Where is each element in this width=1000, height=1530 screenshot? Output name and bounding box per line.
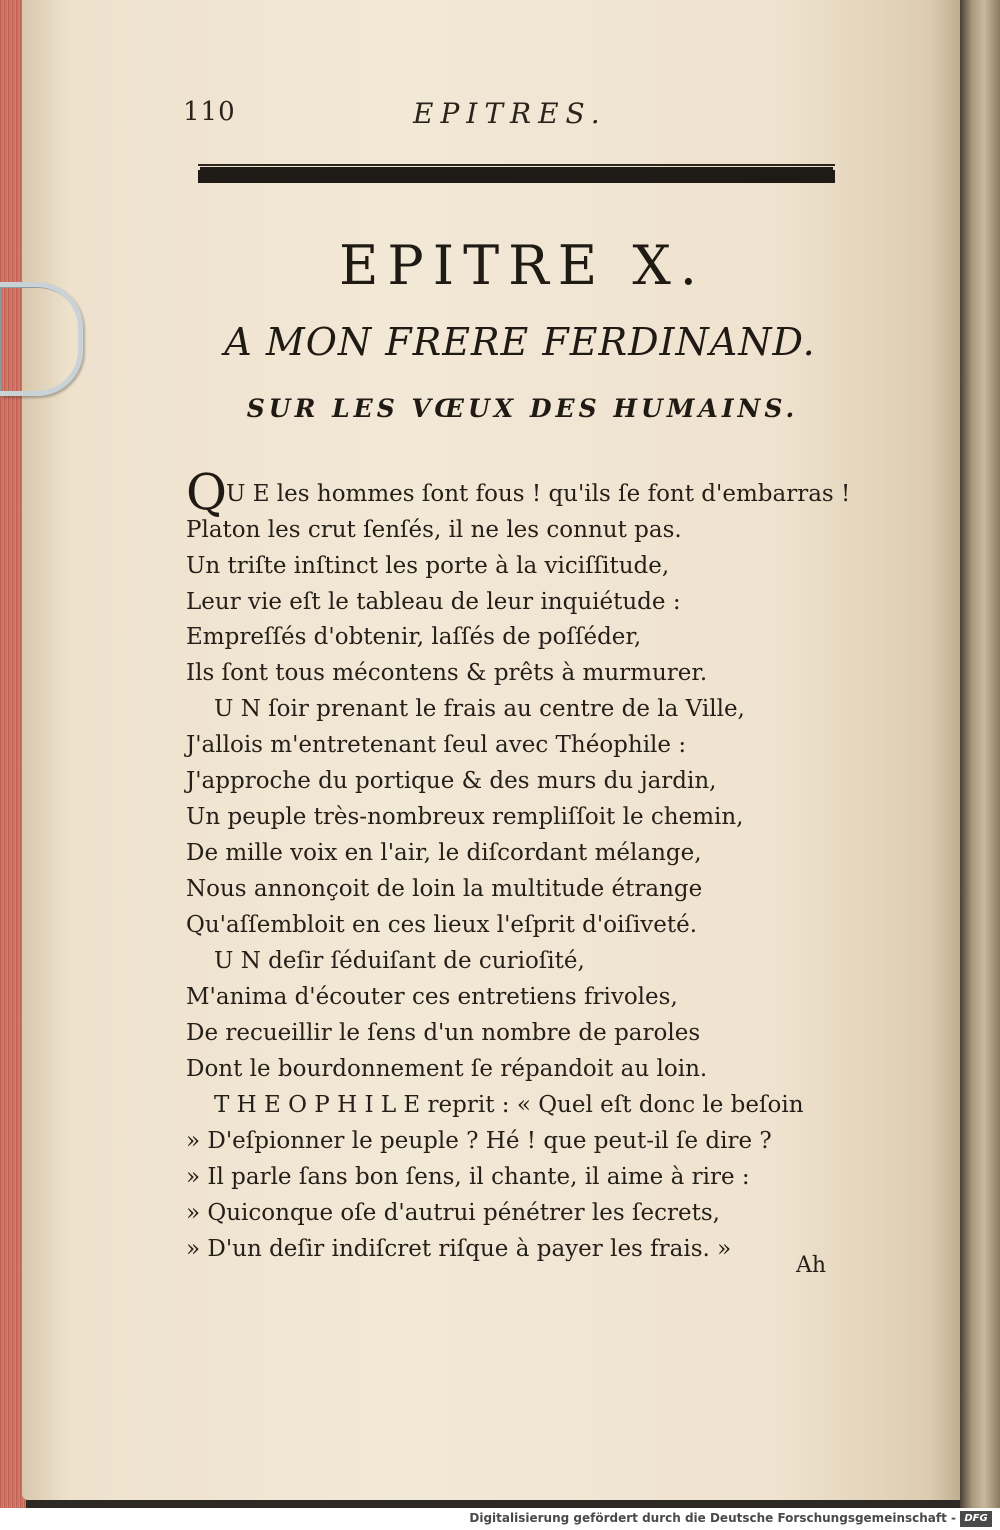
- verse-line: Dont le bourdonnement ſe répandoit au loin.: [186, 1056, 708, 1082]
- catchword: Ah: [796, 1253, 827, 1278]
- verse-line: Empreſſés d'obtenir, laſſés de poſſéder,: [186, 624, 642, 650]
- right-page-edge: [960, 0, 1000, 1508]
- epistle-dedication: A MON FRERE FERDINAND.: [224, 320, 816, 364]
- drop-cap: Q: [186, 463, 227, 521]
- verse-line: Un peuple très-nombreux rempliſſoit le chemin,: [186, 804, 744, 830]
- running-head-title: EPITRES.: [413, 97, 607, 130]
- verse-line: Nous annonçoit de loin la multitude étrange: [186, 876, 703, 902]
- epistle-topic: SUR LES VŒUX DES HUMAINS.: [246, 394, 799, 423]
- verse-line: J'approche du portique & des murs du jardin,: [186, 768, 717, 794]
- verse-line: J'allois m'entretenant ſeul avec Théophile :: [186, 732, 687, 758]
- running-head: [183, 97, 833, 137]
- ornamental-rule-top: [198, 164, 835, 166]
- footer-bar: [0, 1508, 1000, 1530]
- verse-line: U N deſir ſéduiſant de curioſité,: [214, 948, 585, 974]
- verse-line: Ils ſont tous mécontens & prêts à murmurer.: [186, 660, 708, 686]
- verse-line: M'anima d'écouter ces entretiens frivoles,: [186, 984, 678, 1010]
- verse-line: De recueillir le ſens d'un nombre de paroles: [186, 1020, 701, 1046]
- page-number: 110: [183, 97, 236, 127]
- verse-line: Un triſte inſtinct les porte à la viciſſitude,: [186, 553, 670, 579]
- verse-line: » D'un deſir indiſcret riſque à payer les frais. »: [186, 1236, 732, 1262]
- ornamental-rule: [198, 170, 835, 183]
- verse-line: Qu'aſſembloit en ces lieux l'eſprit d'oiſiveté.: [186, 912, 698, 938]
- epistle-title: EPITRE X.: [339, 234, 706, 297]
- verse-line: Platon les crut ſenſés, il ne les connut pas.: [186, 517, 682, 543]
- verse-line: » Il parle ſans bon ſens, il chante, il aime à rire :: [186, 1164, 750, 1190]
- verse-line: Leur vie eſt le tableau de leur inquiétude :: [186, 589, 681, 615]
- verse-line: De mille voix en l'air, le diſcordant mélange,: [186, 840, 702, 866]
- funding-notice: Digitalisierung gefördert durch die Deutsche Forschungsgemeinschaft -: [469, 1511, 956, 1525]
- verse-line: U N ſoir prenant le frais au centre de la Ville,: [214, 696, 745, 722]
- verse-line: U E les hommes ſont fous ! qu'ils ſe font d'embarras !: [226, 481, 851, 507]
- paper-clip: [0, 282, 83, 396]
- verse-line: T H E O P H I L E reprit : « Quel eſt donc le beſoin: [214, 1092, 804, 1118]
- dfg-logo: DFG: [960, 1511, 992, 1527]
- verse-line: » Quiconque oſe d'autrui pénétrer les ſecrets,: [186, 1200, 720, 1226]
- verse-line: » D'eſpionner le peuple ? Hé ! que peut-il ſe dire ?: [186, 1128, 772, 1154]
